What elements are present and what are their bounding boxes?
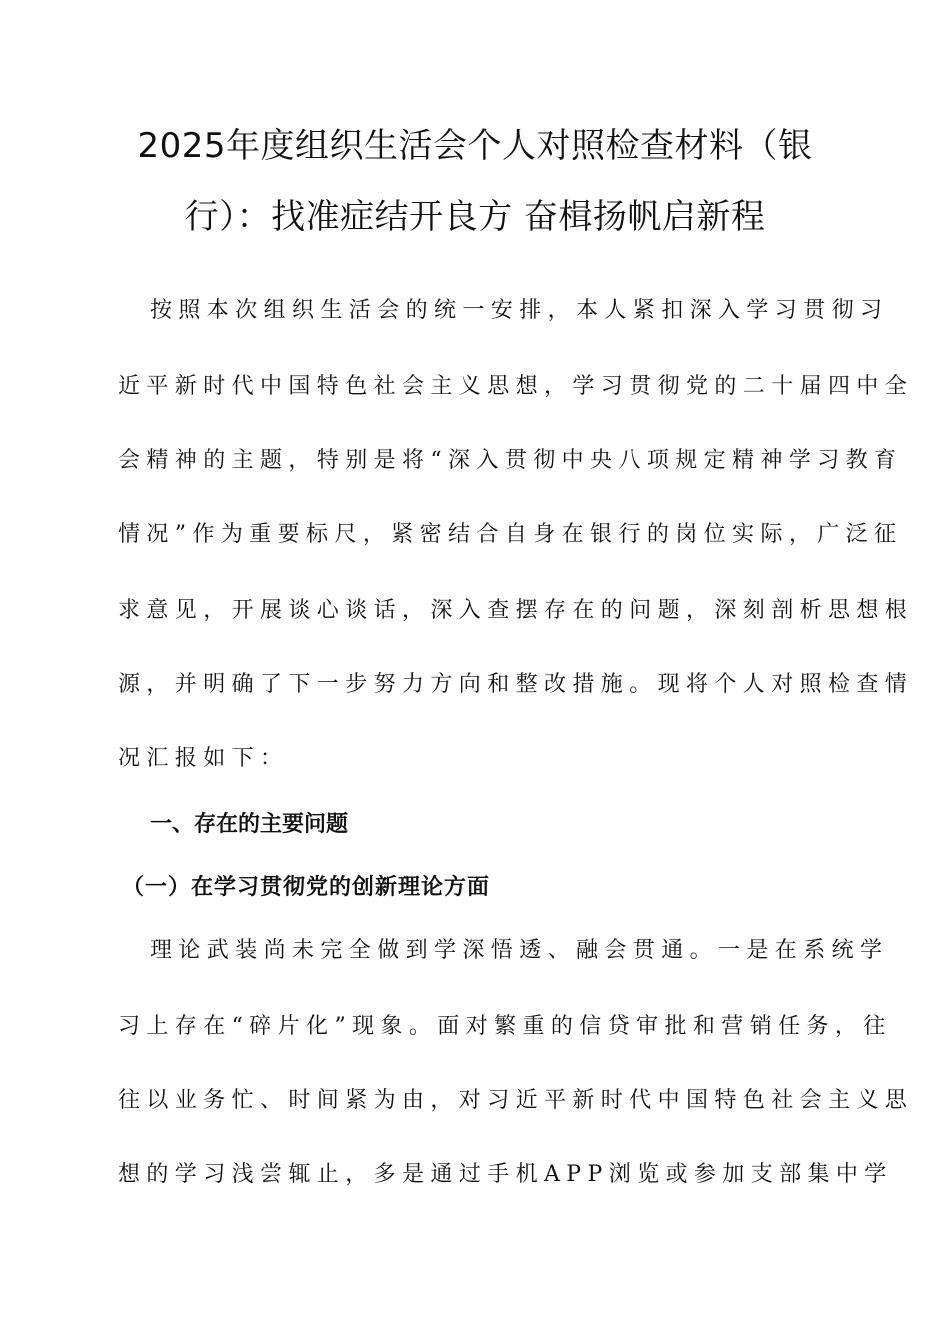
intro-line-1: 按照本次组织生活会的统一安排，本人紧扣深入学习贯彻习 bbox=[150, 298, 889, 323]
intro-line-2: 近平新时代中国特色社会主义思想，学习贯彻党的二十届四中全 bbox=[118, 374, 914, 399]
intro-line-7: 况汇报如下： bbox=[118, 746, 289, 771]
body-line-2: 习上存在“碎片化”现象。面对繁重的信贷审批和营销任务，往 bbox=[118, 1014, 892, 1039]
document-title-line-1: 2025年度组织生活会个人对照检查材料（银 bbox=[137, 126, 813, 166]
intro-line-6: 源，并明确了下一步努力方向和整改措施。现将个人对照检查情 bbox=[118, 672, 914, 697]
body-line-4: 想的学习浅尝辄止，多是通过手机APP浏览或参加支部集中学 bbox=[118, 1162, 893, 1187]
intro-line-4: 情况”作为重要标尺，紧密结合自身在银行的岗位实际，广泛征 bbox=[118, 522, 903, 547]
body-line-1: 理论武装尚未完全做到学深悟透、融会贯通。一是在系统学 bbox=[150, 938, 889, 963]
body-line-3: 往以业务忙、时间紧为由，对习近平新时代中国特色社会主义思 bbox=[118, 1088, 914, 1113]
document-title-line-2: 行）：找准症结开良方 奋楫扬帆启新程 bbox=[184, 197, 766, 237]
intro-line-3: 会精神的主题，特别是将“深入贯彻中央八项规定精神学习教育 bbox=[118, 448, 903, 473]
intro-line-5: 求意见，开展谈心谈话，深入查摆存在的问题，深刻剖析思想根 bbox=[118, 598, 914, 623]
subsection-heading: （一）在学习贯彻党的创新理论方面 bbox=[122, 874, 491, 900]
section-heading: 一、存在的主要问题 bbox=[150, 812, 349, 837]
